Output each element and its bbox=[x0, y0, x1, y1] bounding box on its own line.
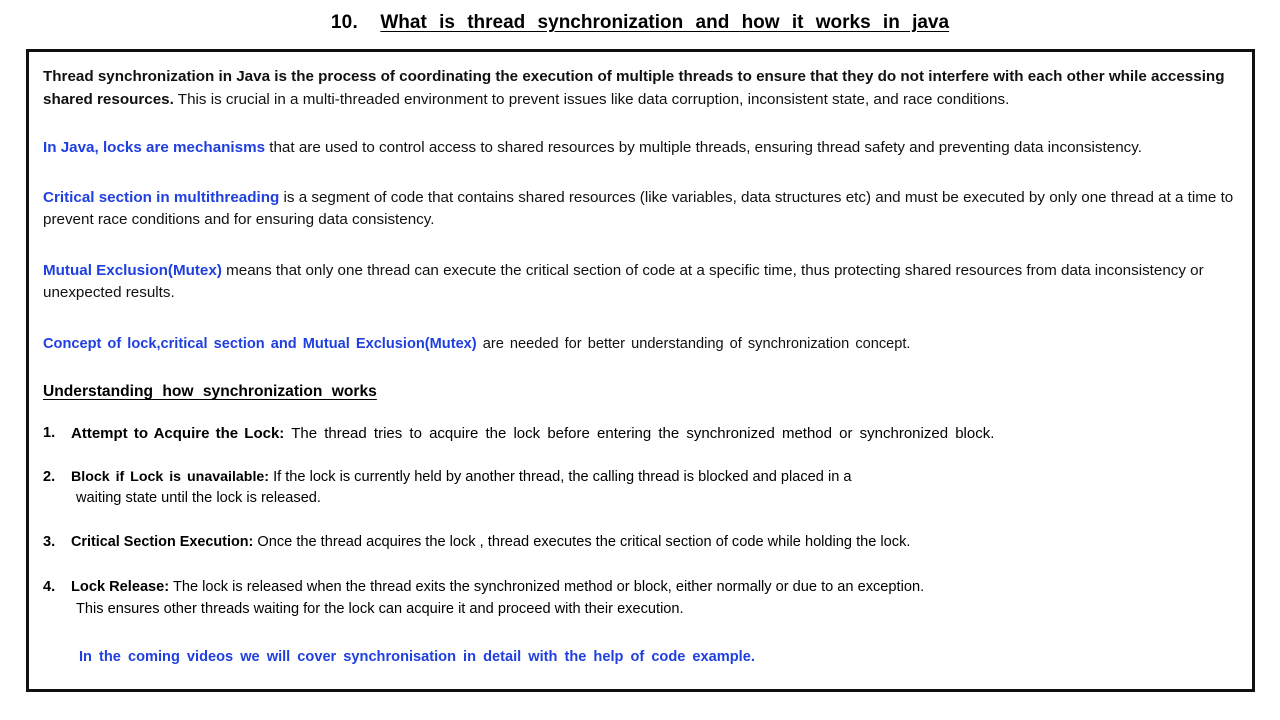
paragraph-locks bbox=[43, 137, 1238, 160]
list-item bbox=[43, 577, 1238, 621]
step-lead: Lock Release: bbox=[71, 579, 170, 596]
locks-rest-text: that are used to control access to shared resources by multiple threads, ensuring thread safety and preventing data inconsistency. bbox=[265, 139, 1142, 156]
concept-rest-text: are needed for better understanding of synchronization concept. bbox=[476, 335, 911, 352]
step-number: 1. bbox=[43, 425, 56, 442]
paragraph-critical-section bbox=[43, 187, 1238, 232]
section-heading-wrapper bbox=[43, 355, 1238, 401]
page-title: What is thread synchronization and how it works in java bbox=[380, 12, 950, 33]
step-continuation: waiting state until the lock is released. bbox=[76, 490, 321, 507]
content-box bbox=[26, 49, 1255, 692]
step-text: The thread tries to acquire the lock before entering the synchronized method or synchronized block. bbox=[284, 425, 995, 443]
step-text: If the lock is currently held by another thread, the calling thread is blocked and placed in a bbox=[269, 468, 852, 485]
paragraph-mutex bbox=[43, 260, 1238, 305]
locks-highlight: In Java, locks are mechanisms bbox=[43, 139, 266, 156]
step-number: 4. bbox=[43, 579, 56, 596]
mutex-rest-text: means that only one thread can execute the critical section of code at a specific time, thus protecting shared resources from data inconsistency or unexpected results. bbox=[43, 261, 1204, 301]
list-item bbox=[43, 467, 1238, 511]
step-text: Once the thread acquires the lock , thread executes the critical section of code while holding the lock. bbox=[253, 534, 911, 551]
step-number: 3. bbox=[43, 534, 56, 551]
paragraph-intro bbox=[43, 66, 1238, 111]
step-lead: Critical Section Execution: bbox=[71, 534, 254, 551]
mutex-highlight: Mutual Exclusion(Mutex) bbox=[43, 261, 222, 279]
list-item bbox=[43, 532, 1238, 554]
slide-title-row bbox=[0, 12, 1280, 34]
intro-bold-text: Thread synchronization in Java is the process of coordinating the execution of multiple threads to ensure that they do not interfere with each other while accessing shared resources. bbox=[43, 68, 1225, 108]
step-lead: Attempt to Acquire the Lock: bbox=[71, 425, 285, 443]
section-heading: Understanding how synchronization works bbox=[43, 383, 377, 401]
question-number: 10. bbox=[330, 12, 358, 33]
step-lead: Block if Lock is unavailable: bbox=[71, 468, 270, 485]
step-text: The lock is released when the thread exits the synchronized method or block, either normally or due to an exception. bbox=[169, 579, 925, 596]
intro-rest-text: This is crucial in a multi-threaded environment to prevent issues like data corruption, inconsistent state, and race conditions. bbox=[173, 90, 1010, 108]
concept-highlight: Concept of lock,critical section and Mutual Exclusion(Mutex) bbox=[43, 335, 477, 352]
paragraph-concept bbox=[43, 334, 1238, 356]
closing-note: In the coming videos we will cover synchronisation in detail with the help of code example. bbox=[79, 649, 755, 666]
list-item bbox=[43, 423, 1238, 446]
steps-list bbox=[43, 423, 1238, 621]
critical-section-highlight: Critical section in multithreading bbox=[43, 188, 280, 206]
critical-section-rest-text: is a segment of code that contains shared resources (like variables, data structures etc) and must be executed by only one thread at a time to prevent race conditions and for ensuring data consistency. bbox=[43, 188, 1234, 228]
step-number: 2. bbox=[43, 468, 56, 485]
step-continuation: This ensures other threads waiting for the lock can acquire it and proceed with their execution. bbox=[76, 601, 684, 618]
